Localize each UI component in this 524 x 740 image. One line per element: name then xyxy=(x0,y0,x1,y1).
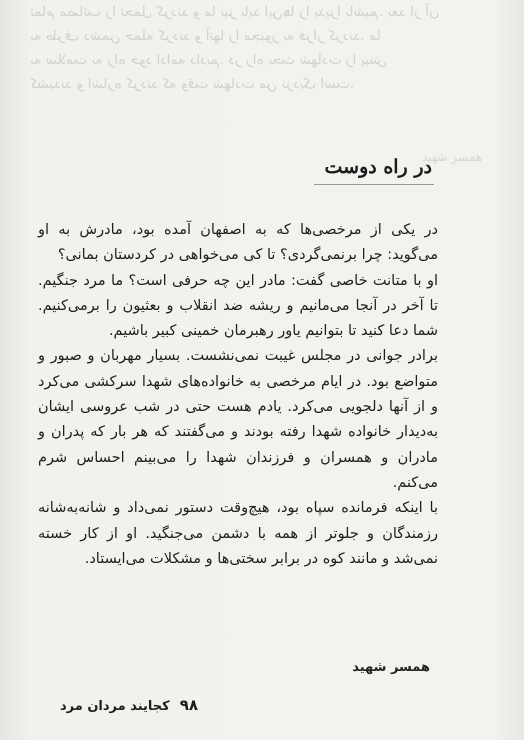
paragraph: برادر جوانی در مجلس غیبت نمی‌نشست. بسیار مهربان و صبور و متواضع بود. در ایام مرخصی به خانواده‌های شهدا سرکشی می‌کرد و از آنها دلجویی می‌کرد. یادم هست حتی در شب عروسی ایشان به‌دیدار خانواده شهدا رفته بودند و می‌گفتند که هر بار که پدران و مادران و همسران و فرزندان شهدا را می‌بینم احساس شرم می‌کنم. xyxy=(38,348,438,491)
bleed-line: کشیدند و اشاره کردند که وقت شهادت من نزدیک است. xyxy=(30,76,355,92)
body-text xyxy=(38,218,438,572)
paragraph: او با متانت خاصی گفت: مادر این چه حرفی است؟ ما مرد جنگیم. تا آخر در آنجا می‌مانیم و ریشه ضد انقلاب و بعثیون را برمی‌کنیم. شما دعا کنید تا بتوانیم یاور رهبرمان خمینی کبیر باشیم. xyxy=(38,272,438,340)
footer-inner xyxy=(60,696,198,714)
bleed-signature: همسر شهید xyxy=(422,150,482,164)
page-footer xyxy=(0,696,524,714)
paragraph: در یکی از مرخصی‌ها که به اصفهان آمده بود، مادرش به او می‌گوید: چرا برنمی‌گردی؟ تا کی می‌خواهی در کردستان بمانی؟ xyxy=(38,222,438,264)
bleed-line: به طرف دشمن حمله کردند و آنها را مجبور به فرار کردند. ما xyxy=(30,28,381,44)
page-number: ۹۸ xyxy=(179,696,199,714)
paragraph: با اینکه فرمانده سپاه بود، هیچ‌وقت دستور نمی‌داد و شانه‌به‌شانه رزمندگان و جلوتر از همه با دشمن می‌جنگید. او از کار خسته نمی‌شد و مانند کوه در برابر سختی‌ها و مشکلات می‌ایستاد. xyxy=(38,500,438,567)
bleed-line: به سلامت به راه خود ادامه دادیم. در راه بحث شهادت را پیش xyxy=(30,52,387,68)
signature: همسر شهید xyxy=(352,660,430,675)
section-heading: در راه دوست xyxy=(324,156,432,178)
book-title: کجایند مردان مرد xyxy=(60,699,170,714)
bleed-through-text xyxy=(30,0,484,150)
section-heading-wrap xyxy=(325,156,433,178)
bleed-line: تمام مصائب را تحمل کردند و ما نیز باید این‌ها را پذیرا باشیم. بعد از آن xyxy=(30,4,440,20)
heading-underline xyxy=(314,184,434,185)
